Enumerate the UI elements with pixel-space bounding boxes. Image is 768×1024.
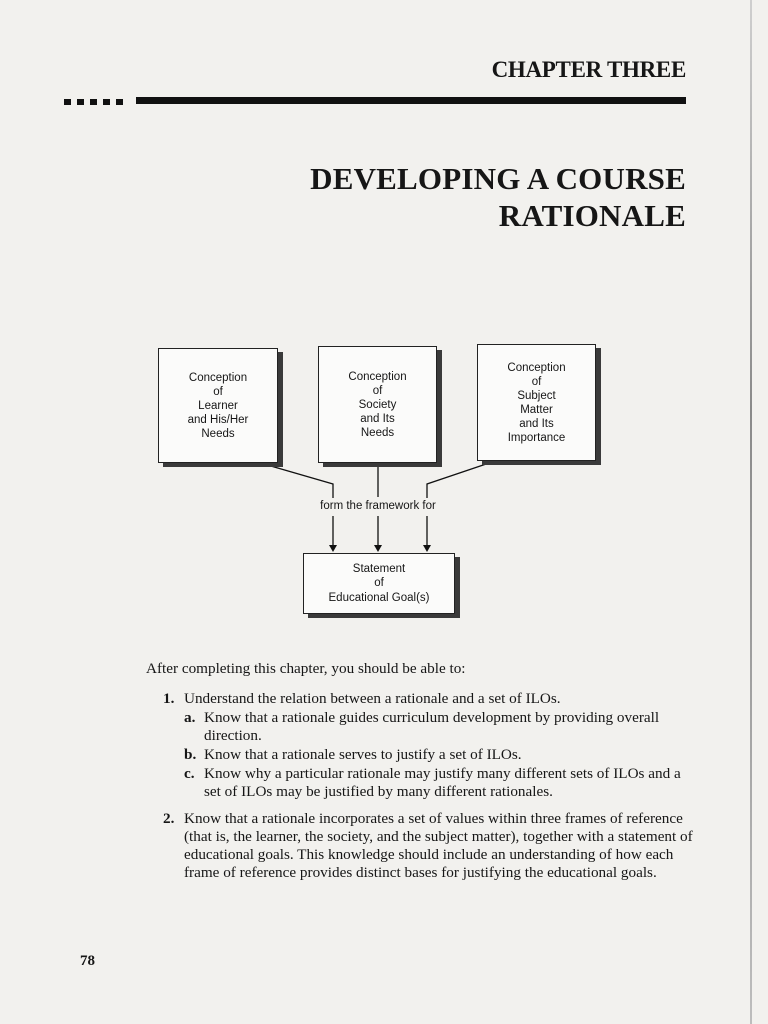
box-society-line: Conception [348, 370, 407, 383]
connector-subject [427, 460, 498, 498]
arrow-right-head [423, 545, 431, 552]
box-learner-line: and His/Her [187, 413, 249, 426]
page-edge [750, 0, 752, 1024]
box-society-needs [318, 346, 437, 463]
box-subject-line: Matter [520, 403, 553, 416]
connector-learner [257, 462, 333, 498]
chapter-title [310, 160, 686, 234]
sub-objective-letter: b. [184, 746, 197, 763]
box-goals-line: of [374, 577, 384, 590]
box-learner-line: of [213, 385, 223, 398]
box-learner-line: Needs [201, 427, 235, 440]
box-goals-line: Educational Goal(s) [328, 591, 430, 604]
objectives-section [146, 660, 694, 891]
box-learner-line: Learner [198, 399, 238, 412]
box-goals-line: Statement [352, 562, 406, 575]
box-society-line: Needs [360, 426, 395, 439]
box-subject-line: of [531, 375, 542, 388]
header-rule [64, 96, 686, 108]
chapter-title-line2: RATIONALE [498, 198, 686, 233]
box-educational-goals [303, 553, 455, 614]
chapter-label: CHAPTER THREE [491, 57, 686, 82]
objective-number: 1. [163, 690, 175, 707]
objective-text: Know that a rationale incorporates a set of values within three frames of reference (that is, the learner, the society, and the subject matter), together with a statement of educational goals. This knowledge should include an understanding of how each frame of reference provides distinct bases for justifying the educational goals. [184, 810, 693, 881]
objective-item [146, 690, 694, 801]
page-number: 78 [80, 953, 95, 969]
objective-number: 2. [163, 810, 175, 827]
box-learner-needs [158, 348, 278, 463]
box-society-line: Society [358, 398, 397, 411]
connector-label: form the framework for [320, 500, 436, 512]
sub-objective [184, 765, 694, 801]
box-society-line: of [372, 384, 383, 397]
box-learner-line: Conception [188, 371, 248, 384]
sub-objective [184, 746, 694, 764]
box-subject-line: Conception [507, 361, 566, 374]
arrow-center-head [374, 545, 382, 552]
arrow-left-head [329, 545, 337, 552]
sub-objective [184, 709, 694, 745]
objective-text: Understand the relation between a rationale and a set of ILOs. [184, 690, 561, 707]
box-subject-line: Subject [517, 389, 556, 402]
objectives-intro: After completing this chapter, you should be able to: [146, 660, 466, 677]
sub-objective-letter: c. [184, 765, 195, 782]
box-subject-line: Importance [507, 431, 566, 444]
box-society-line: and Its [360, 412, 395, 425]
objective-item [146, 810, 694, 882]
sub-objective-text: Know why a particular rationale may justify many different sets of ILOs and a set of ILOs may be justified by many different rationales. [204, 765, 681, 800]
rule-dots [64, 99, 123, 105]
box-subject-line: and Its [519, 417, 554, 430]
rule-bar [136, 97, 686, 104]
sub-objective-letter: a. [184, 709, 196, 726]
sub-objective-text: Know that a rationale serves to justify a set of ILOs. [204, 746, 522, 763]
box-subject-matter [477, 344, 596, 461]
sub-objective-text: Know that a rationale guides curriculum development by providing overall direction. [204, 709, 660, 744]
chapter-title-line1: DEVELOPING A COURSE [310, 161, 686, 196]
